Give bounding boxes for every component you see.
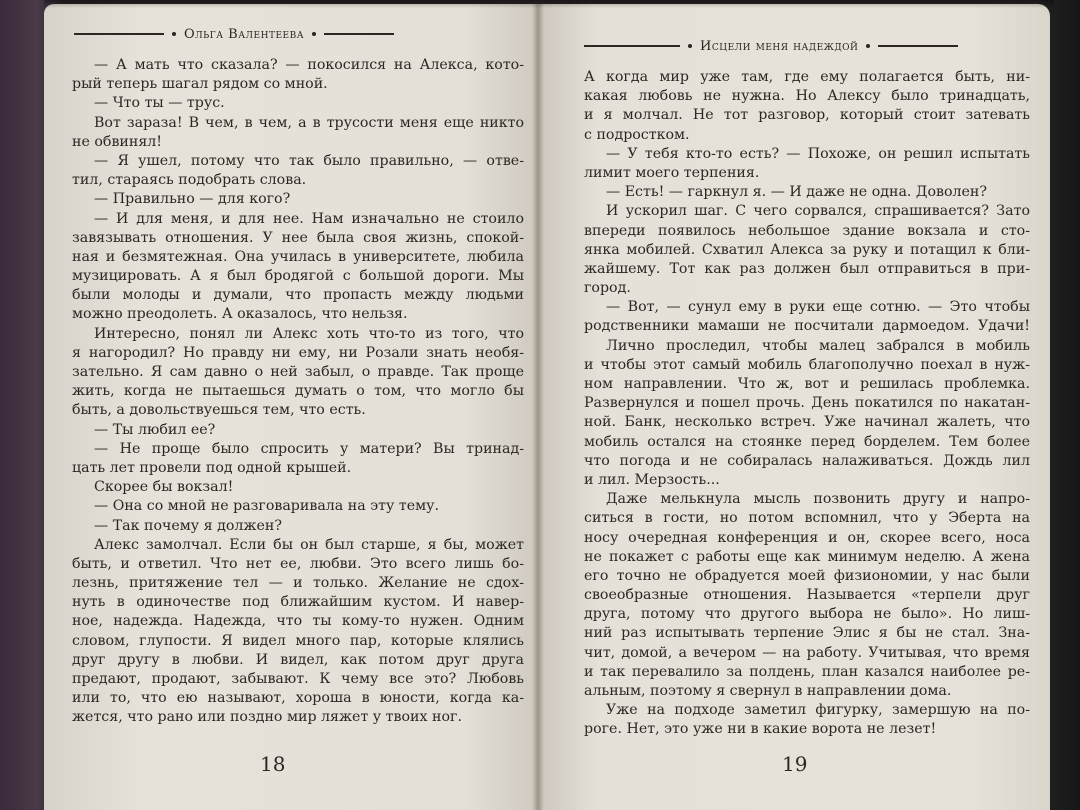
- text-line: можно преодолеть. А оказалось, что нельзя.: [72, 306, 408, 323]
- text-line: нуть в одиночестве под ближайшим кустом. И навер-: [72, 594, 524, 611]
- text-line: И ускорил шаг. С чего сорвался, спрашивается? Зато: [606, 203, 1030, 220]
- right-page-body: [584, 68, 1030, 740]
- text-line: и так перевалило за полдень, план казался наиболее ре-: [584, 663, 1030, 680]
- left-head-rule-right: [324, 33, 394, 35]
- text-line: не покажет с работы еще как минимум неделю. А жена: [584, 548, 1030, 565]
- text-line: носу очередная конференция и он, скорее всего, носа: [584, 529, 1030, 546]
- text-line: своеобразные отношения. Называется «терпели друг: [584, 587, 1030, 604]
- text-line: чит, домой, а вечером — на работу. Учитывая, что время: [584, 644, 1030, 661]
- text-line: — Правильно — для кого?: [94, 191, 291, 208]
- text-line: впереди появилось небольшое здание вокзала и сто-: [584, 222, 1030, 239]
- right-page-number: 19: [782, 752, 808, 776]
- text-line: или то, что ею называют, хороша в юности, когда ка-: [72, 690, 524, 707]
- text-line: были молоды и думали, что пропасть между людьми: [72, 287, 524, 304]
- text-line: с подростком.: [584, 126, 690, 143]
- left-head-dot-right: [312, 32, 316, 36]
- text-line: друга, потому что другого выбора не было». Но лиш-: [584, 606, 1030, 623]
- text-line: А когда мир уже там, где ему полагается быть, ни-: [584, 69, 1030, 85]
- left-head-dot-left: [172, 32, 176, 36]
- book-spine: [532, 0, 544, 810]
- text-line: предают, продают, забывают. К чему все это? Любовь: [72, 671, 524, 687]
- text-line: жайшему. Тот как раз должен был отправиться в при-: [584, 260, 1030, 277]
- text-line: и я молчал. Не тот разговор, который стоит затевать: [584, 107, 1030, 124]
- text-line: ний раз испытывать терпение Элис я бы не стал. Зна-: [584, 625, 1030, 642]
- text-line: и лил. Мерзость...: [584, 471, 720, 488]
- text-line: — У тебя кто-то есть? — Похоже, он решил испытать: [606, 145, 1030, 162]
- text-line: я нагородил? Но правду ни ему, ни Розали знать необя-: [72, 344, 524, 361]
- text-line: и чтобы этот самый мобиль благополучно поехал в нуж-: [584, 356, 1030, 373]
- right-head-rule-right: [878, 45, 958, 47]
- text-line: — Есть! — гаркнул я. — И даже не одна. Доволен?: [606, 184, 987, 201]
- text-line: тил, стараясь подобрать слова.: [72, 172, 307, 189]
- left-page: [44, 4, 538, 810]
- text-line: Алекс замолчал. Если бы он был старше, я бы, может: [94, 536, 524, 553]
- text-line: Уже на подходе заметил фигурку, замершую на по-: [606, 702, 1030, 719]
- right-page: [538, 4, 1050, 810]
- text-line: быть, и ответил. Что нет ее, любви. Это всего лишь бо-: [72, 555, 524, 572]
- text-line: лезнь, притяжение тел — и только. Желание не сдох-: [72, 575, 524, 592]
- text-line: Интересно, понял ли Алекс хоть что-то из того, что: [94, 325, 524, 342]
- text-line: не обвинял!: [72, 133, 163, 150]
- text-line: жется, что рано или поздно мир ляжет у твоих ног.: [72, 709, 462, 726]
- text-line: ситься в гости, но потом вспомнил, что у Эберта на: [584, 510, 1030, 527]
- left-page-body: [72, 56, 524, 728]
- text-line: быть, а довольствуешься тем, что есть.: [72, 402, 366, 419]
- text-line: — Что ты — трус.: [94, 95, 225, 112]
- text-line: завязывать отношения. У нее была своя жизнь, спокой-: [72, 229, 524, 246]
- right-running-head-text: Исцели меня надеждой: [700, 38, 859, 54]
- text-line: янка мобилей. Схватил Алекса за руку и потащил к бли-: [584, 241, 1030, 258]
- text-line: словом, глупости. Я видел много пар, которые клялись: [72, 632, 524, 649]
- text-line: друг другу в любви. И видел, как потом друг друга: [72, 651, 524, 668]
- text-line: — Я ушел, потому что так было правильно, — отве-: [94, 152, 524, 169]
- text-line: ное, надежда. Надежда, что ты кому-то нужен. Одним: [72, 613, 524, 630]
- text-line: цать лет провели под одной крышей.: [72, 459, 352, 476]
- text-line: что погода и не собиралась налаживаться. Дождь лил: [584, 452, 1030, 469]
- top-shadow: [44, 0, 1054, 8]
- text-line: — Вот, — сунул ему в руки еще сотню. — Это чтобы: [606, 299, 1030, 316]
- right-head-dot-right: [866, 44, 870, 48]
- right-head-rule-left: [584, 45, 680, 47]
- text-line: альным, поэтому я свернул в направлении дома.: [584, 683, 952, 699]
- left-running-head-text: Ольга Валентеева: [184, 26, 305, 42]
- text-line: — А мать что сказала? — покосился на Алекса, кото-: [94, 57, 524, 73]
- text-line: родственники мамаши не посчитали дармоедом. Удачи!: [584, 318, 1030, 335]
- text-line: ная и безмятежная. Она училась в университете, любила: [72, 248, 524, 265]
- text-line: роге. Нет, это уже ни в какие ворота не лезет!: [584, 721, 937, 738]
- text-line: его точно не обрадуется моей физиономии, у нас были: [584, 567, 1030, 584]
- text-line: лимит моего терпения.: [584, 164, 760, 181]
- right-head-dot-left: [688, 44, 692, 48]
- text-line: зательно. Я сам давно о ней забыл, о правде. Так проще: [72, 364, 524, 380]
- text-line: Лично проследил, чтобы малец забрался в мобиль: [606, 337, 1030, 354]
- right-running-head: [584, 36, 1014, 56]
- left-page-number: 18: [260, 752, 286, 776]
- text-line: музицировать. А я был бродягой с большой дороги. Мы: [72, 268, 524, 285]
- left-head-rule-left: [74, 33, 164, 35]
- text-line: Даже мелькнула мысль позвонить другу и напро-: [606, 491, 1030, 508]
- text-line: город.: [584, 280, 631, 297]
- text-line: — Она со мной не разговаривала на эту тему.: [94, 498, 439, 515]
- text-line: рый теперь шагал рядом со мной.: [72, 76, 328, 93]
- text-line: Развернулся и пошел прочь. День покатился по накатан-: [584, 395, 1030, 412]
- text-line: — И для меня, и для нее. Нам изначально не стоило: [94, 210, 524, 227]
- left-running-head: [74, 24, 514, 44]
- text-line: ной. Банк, несколько встреч. Уже начинал жалеть, что: [584, 414, 1030, 431]
- text-line: мобиль остался на стоянке перед борделем. Тем более: [584, 433, 1030, 450]
- text-line: какая любовь не нужна. Но Алексу было тринадцать,: [584, 88, 1030, 105]
- text-line: — Так почему я должен?: [94, 517, 282, 534]
- text-line: — Не проще было спросить у матери? Вы тринад-: [94, 440, 524, 457]
- text-line: ном направлении. Что ж, вот и решилась проблемка.: [584, 376, 1030, 392]
- text-line: жить, когда не пытаешься думать о том, что могло бы: [72, 383, 524, 400]
- text-line: Скорее бы вокзал!: [94, 479, 234, 496]
- text-line: Вот зараза! В чем, в чем, а в трусости меня еще никто: [94, 114, 524, 131]
- text-line: — Ты любил ее?: [94, 421, 216, 438]
